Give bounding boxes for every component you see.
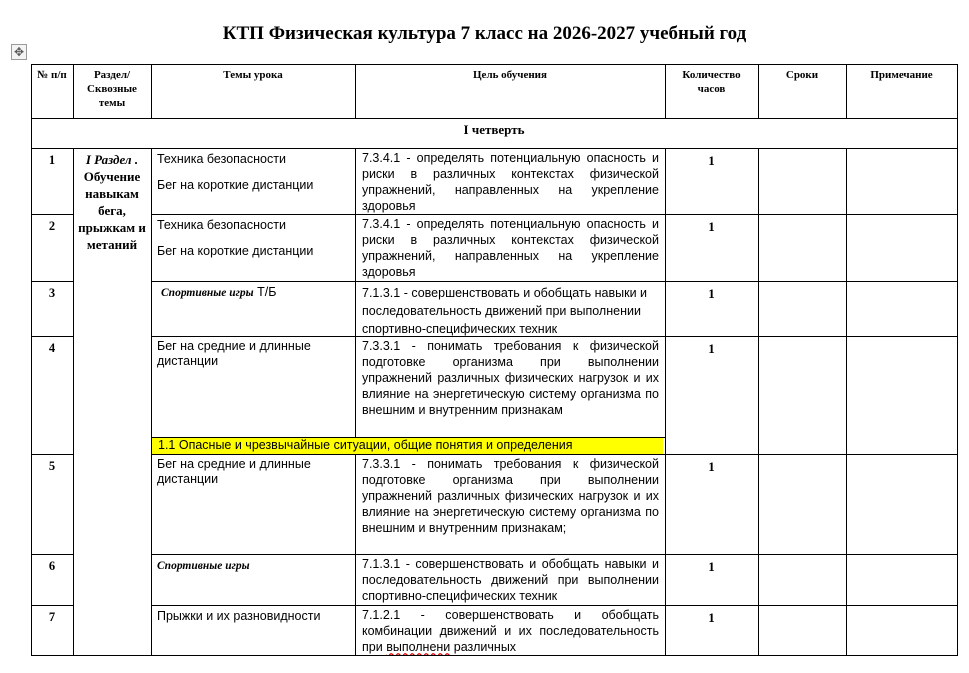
header-goal: Цель обучения (473, 69, 547, 81)
header-num: № п/п (37, 69, 67, 81)
row-7-topic: Прыжки и их разновидности (157, 609, 321, 623)
document-title: КТП Физическая культура 7 класс на 2026-2027 учебный год (222, 23, 747, 44)
row-6-topic (151, 554, 355, 605)
row-2-topic-line2: Бег на короткие дистанции (157, 244, 314, 258)
row-5-topic: Бег на средние и длинные дистанции (157, 457, 311, 486)
quarter-label: I четверть (463, 122, 525, 137)
row-4-num: 4 (48, 341, 56, 355)
row-5-hours: 1 (708, 459, 715, 474)
row-7-goal-tail: различных (450, 640, 517, 654)
row-7-goal-main: 7.1.2.1 - совершенствовать и обобщать комбинации движений и их последовательность при (362, 608, 659, 654)
header-hours: Количество часов (682, 69, 741, 95)
row-6-goal: 7.1.3.1 - совершенствовать и обобщать навыки и последовательность движений при выполнении спортивно-специфических техник (362, 557, 659, 603)
header-dates: Сроки (785, 69, 819, 81)
row-2-hours: 1 (708, 219, 715, 234)
row-2-topic-line1: Техника безопасности (157, 218, 286, 232)
header-topic: Темы урока (223, 69, 283, 81)
header-note: Примечание (870, 69, 933, 81)
row-7-num: 7 (48, 610, 56, 624)
row-1-hours: 1 (708, 153, 715, 168)
row-2-topic (151, 214, 355, 281)
row-6-topic-italic: Спортивные игры (157, 560, 250, 572)
row-3-topic-italic: Спортивные игры (161, 287, 254, 299)
section-italic: I Раздел . (85, 152, 139, 167)
highlight-text: 1.1 Опасные и чрезвычайные ситуации, общие понятия и определения (152, 437, 663, 454)
row-6-hours: 1 (708, 559, 715, 574)
row-7-goal (355, 605, 665, 655)
row-3-topic-rest: Т/Б (253, 285, 277, 299)
row-1-goal: 7.3.4.1 - определять потенциальную опасность и риски в различных контекстах физической упражнений, направленных на укрепление здоровья (362, 151, 659, 213)
row-2-num: 2 (48, 219, 56, 233)
row-3-num: 3 (48, 286, 56, 300)
row-7-hours: 1 (708, 610, 715, 625)
row-7-goal-misspelled: выполнени (386, 640, 451, 654)
row-3-topic (151, 281, 355, 336)
row-1-num: 1 (48, 153, 56, 167)
section-cell (73, 148, 151, 655)
row-3-goal: 7.1.3.1 - совершенствовать и обобщать навыки и последовательность движений при выполнении спортивно-специфических техник (362, 286, 648, 336)
row-4-hours: 1 (708, 341, 715, 356)
row-3-hours: 1 (708, 286, 715, 301)
section-rest: Обучение навыкам бега, прыжкам и метаний (78, 169, 146, 252)
row-5-goal: 7.3.3.1 - понимать требования к физической подготовке организма при выполнении упражнений различных физических нагрузок и их влияние на энергетическую систему организма по внешним и внутренним признакам; (362, 457, 659, 535)
row-2-goal: 7.3.4.1 - определять потенциальную опасность и риски в различных контекстах физической упражнений, направленных на укрепление здоровья (362, 217, 659, 279)
row-1-topic-line1: Техника безопасности (157, 152, 286, 166)
row-5-num: 5 (48, 459, 56, 473)
table-move-handle-icon[interactable]: ✥ (11, 44, 27, 60)
row-1-topic (151, 148, 355, 214)
row-6-num: 6 (48, 559, 56, 573)
row-4-topic: Бег на средние и длинные дистанции (157, 339, 311, 368)
highlight-row (152, 437, 663, 454)
row-1-topic-line2: Бег на короткие дистанции (157, 178, 314, 192)
header-section: Раздел/ Сквозные темы (87, 69, 137, 109)
row-4-goal: 7.3.3.1 - понимать требования к физической подготовке организма при выполнении упражнений различных физических нагрузок и их влияние на энергетическую систему организма по внешним и внутренним признакам (362, 339, 659, 417)
